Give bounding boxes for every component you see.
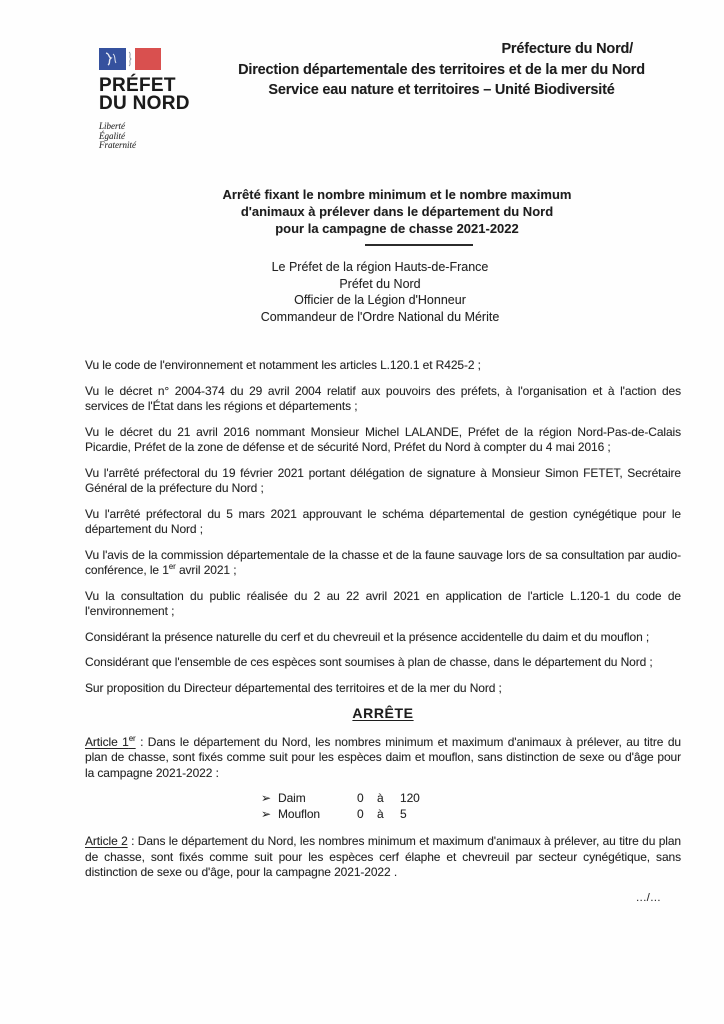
- header-line-prefecture: Préfecture du Nord/: [501, 41, 633, 57]
- recital-consultation-public: Vu la consultation du public réalisée du 2 au 22 avril 2021 en application de l'article L.120-1 du code de l'environnement ;: [85, 588, 681, 618]
- arrow-bullet-icon: ➢: [261, 806, 271, 821]
- recital-sur-proposition: Sur proposition du Directeur départemental des territoires et de la mer du Nord ;: [85, 680, 502, 695]
- authority-line-1: Le Préfet de la région Hauts-de-France: [271, 260, 489, 274]
- quota-list: [85, 791, 681, 822]
- marianne-figure: [103, 51, 121, 67]
- decree-body: [85, 358, 681, 906]
- motto-liberte: Liberté: [99, 121, 125, 131]
- recital-code-environnement: Vu le code de l'environnement et notamment les articles L.120.1 et R425-2 ;: [85, 358, 481, 372]
- species-name: Daim: [278, 791, 306, 805]
- authority-line-4: Commandeur de l'Ordre National du Mérite: [260, 309, 500, 324]
- recital-decret-2004: Vu le décret n° 2004-374 du 29 avril 2004 relatif aux pouvoirs des préfets, à l'organisation et à l'action des services de l'État dans les régions et départements ;: [85, 383, 681, 413]
- species-name: Mouflon: [278, 806, 320, 821]
- logo-name-line1: PRÉFET: [99, 75, 176, 96]
- title-line-3: pour la campagne de chasse 2021-2022: [275, 221, 519, 236]
- article-1-label-text: Article 1: [85, 734, 129, 749]
- article-1: [85, 735, 681, 782]
- motto-egalite: Égalité: [99, 130, 125, 141]
- recital-avis-text: Vu l'avis de la commission départementale de la chasse et de la faune sauvage lors de sa consultation par audio-conférence, le 1: [85, 547, 681, 577]
- page-continuation-mark: .../...: [636, 891, 661, 904]
- title-divider: [365, 244, 473, 246]
- marianne-profile-icon: [126, 48, 135, 70]
- quota-min: 0: [357, 806, 364, 821]
- arrete-heading: ARRÊTE: [352, 705, 414, 721]
- quota-max: 5: [400, 806, 407, 821]
- article-2-label: Article 2: [85, 834, 128, 848]
- quota-row-mouflon: [85, 807, 681, 823]
- flag-white-stripe: [126, 48, 135, 70]
- authority-titles: [85, 259, 675, 325]
- quota-separator: à: [377, 791, 384, 805]
- motto-fraternite: Fraternité: [99, 140, 136, 150]
- logo-name-line2: DU NORD: [99, 93, 190, 114]
- article-1-ordinal-superscript: er: [128, 733, 136, 743]
- flag-blue-stripe: [99, 48, 126, 70]
- republic-motto: [99, 122, 219, 151]
- quota-separator: à: [377, 806, 384, 821]
- ordinal-superscript: er: [168, 562, 176, 571]
- arrow-bullet-icon: ➢: [261, 791, 271, 805]
- header-line-direction: Direction départementale des territoires et de la mer du Nord: [238, 61, 645, 78]
- quota-min: 0: [357, 791, 364, 805]
- recital-decret-2016: Vu le décret du 21 avril 2016 nommant Monsieur Michel LALANDE, Préfet de la région Nord-Pas-de-Calais Picardie, Préfet de la zone de défense et de sécurité Nord, Préfet du Nord à compter du 4 mai 2016 ;: [85, 424, 681, 454]
- recital-arrete-mars-2021: Vu l'arrêté préfectoral du 5 mars 2021 approuvant le schéma départemental de gestion cynégétique pour le département du Nord ;: [85, 506, 681, 536]
- article-1-text: : Dans le département du Nord, les nombres minimum et maximum d'animaux à prélever, au titre du plan de chasse, sont fixés comme suit pour les espèces daim et mouflon, sans distinction de sexe ou d'âge pour la campagne 2021-2022 :: [85, 734, 682, 780]
- authority-line-3: Officier de la Légion d'Honneur: [294, 293, 466, 307]
- recital-avis-commission: [85, 548, 681, 579]
- french-flag-icon: [99, 48, 161, 70]
- flag-red-stripe: [135, 48, 161, 70]
- quota-row-daim: [85, 791, 681, 807]
- recital-considerant-plan: Considérant que l'ensemble de ces espèces sont soumises à plan de chasse, dans le département du Nord ;: [85, 655, 653, 669]
- quota-max: 120: [400, 791, 420, 805]
- article-1-label: [85, 735, 136, 749]
- authority-line-2: Préfet du Nord: [339, 276, 421, 291]
- recital-arrete-fevrier-2021: Vu l'arrêté préfectoral du 19 février 2021 portant délégation de signature à Monsieur Simon FETET, Secrétaire Général de la préfecture du Nord ;: [85, 465, 681, 495]
- title-line-1: Arrêté fixant le nombre minimum et le nombre maximum: [222, 187, 572, 202]
- header-line-service: Service eau nature et territoires – Unité Biodiversité: [268, 82, 615, 98]
- document-header: [190, 39, 693, 101]
- title-line-2: d'animaux à prélever dans le département du Nord: [240, 204, 554, 219]
- decree-title: [85, 186, 709, 237]
- article-2-text: : Dans le département du Nord, les nombres minimum et maximum d'animaux à prélever, au titre du plan de chasse, sont fixés comme suit pour les espèces cerf élaphe et chevreuil par secteur cynégétique, sans distinction de sexe ou d'âge, pour la campagne 2021-2022 .: [85, 834, 681, 879]
- article-2: [85, 834, 681, 881]
- recital-avis-text-end: avril 2021 ;: [175, 563, 237, 577]
- recital-considerant-presence: Considérant la présence naturelle du cerf et du chevreuil et la présence accidentelle du daim et du mouflon ;: [85, 629, 650, 644]
